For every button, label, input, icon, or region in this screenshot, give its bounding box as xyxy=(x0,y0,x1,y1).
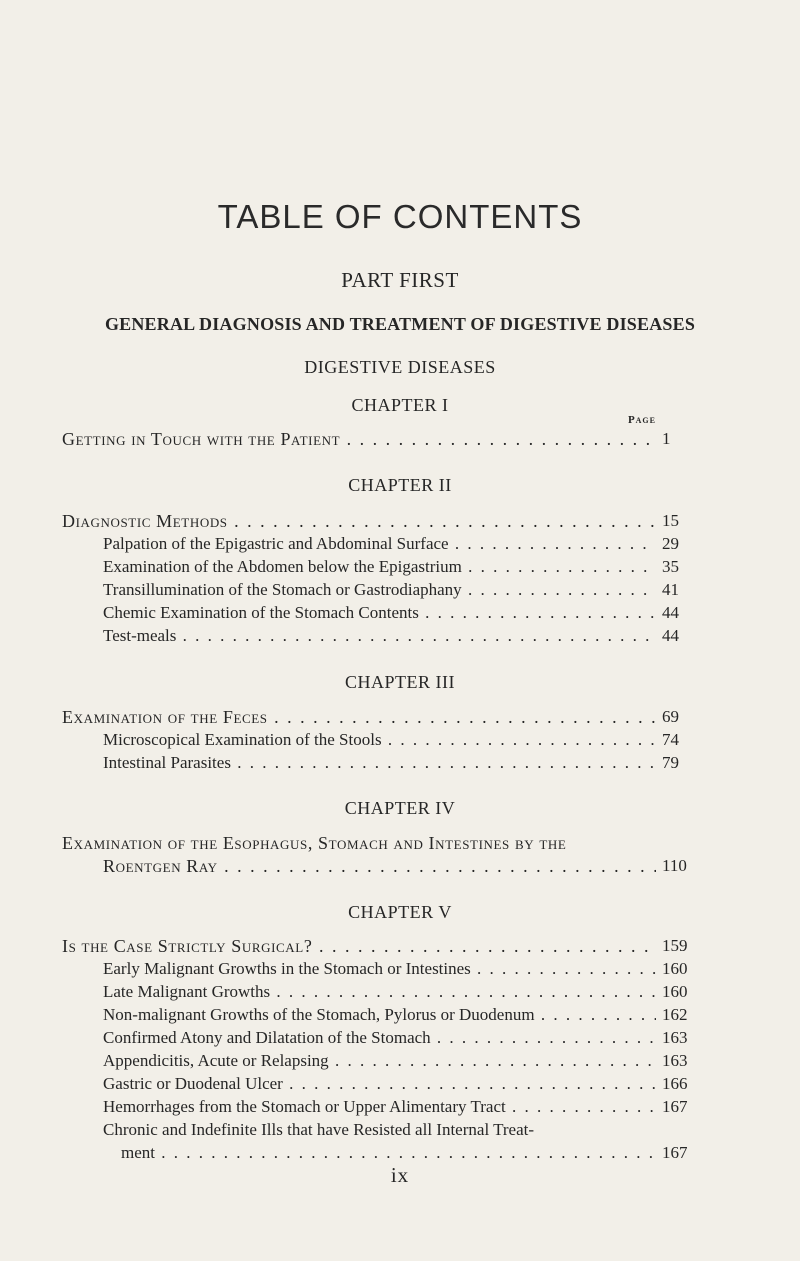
page-number: 166 xyxy=(662,1074,688,1093)
page-title: TABLE OF CONTENTS xyxy=(217,198,583,235)
toc-subentry[interactable]: Examination of the Abdomen below the Epigastrium . . . xyxy=(103,556,656,578)
page-number: 163 xyxy=(662,1028,688,1047)
page-number: 41 xyxy=(662,580,679,599)
toc-subentry[interactable]: Palpation of the Epigastric and Abdominal Surface . . . xyxy=(103,533,656,555)
page-number: 35 xyxy=(662,557,679,576)
toc-subentry[interactable]: Test-meals . . . xyxy=(103,625,656,647)
toc-subentry[interactable]: Transillumination of the Stomach or Gastrodiaphany . . . xyxy=(103,579,656,601)
page-number: 162 xyxy=(662,1005,688,1024)
toc-entry-continuation[interactable]: Roentgen Ray . . . xyxy=(103,855,656,877)
toc-entry[interactable]: Diagnostic Methods . . . xyxy=(62,510,656,532)
toc-entry[interactable]: Getting in Touch with the Patient . . . xyxy=(62,428,656,450)
general-heading: GENERAL DIAGNOSIS AND TREATMENT OF DIGESTIVE DISEASES xyxy=(104,314,696,334)
toc-subentry[interactable]: Microscopical Examination of the Stools . . . xyxy=(103,729,656,751)
part-heading: PART FIRST xyxy=(341,268,459,292)
page-number: 74 xyxy=(662,730,679,749)
page-column-label: Page xyxy=(627,414,656,426)
toc-subentry[interactable]: Appendicitis, Acute or Relapsing . . . xyxy=(103,1050,656,1072)
toc-subentry[interactable]: Early Malignant Growths in the Stomach or Intestines . . . xyxy=(103,958,656,980)
toc-subentry[interactable]: Hemorrhages from the Stomach or Upper Alimentary Tract . . . xyxy=(103,1096,656,1118)
toc-subentry[interactable]: Chronic and Indefinite Ills that have Resisted all Internal Treat- xyxy=(103,1120,535,1139)
folio-page-number: ix xyxy=(390,1163,410,1187)
page-number: 160 xyxy=(662,959,688,978)
page-number: 163 xyxy=(662,1051,688,1070)
chapter-4-heading: CHAPTER IV xyxy=(344,798,456,818)
toc-subentry[interactable]: Late Malignant Growths . . . xyxy=(103,981,656,1003)
page-number: 160 xyxy=(662,982,688,1001)
page-number: 1 xyxy=(662,429,671,448)
page-number: 15 xyxy=(662,511,679,530)
toc-subentry[interactable]: Chemic Examination of the Stomach Contents . . . xyxy=(103,602,656,624)
chapter-5-heading: CHAPTER V xyxy=(348,902,452,922)
page-number: 44 xyxy=(662,603,679,622)
page-number: 167 xyxy=(662,1143,688,1162)
toc-entry[interactable]: Examination of the Esophagus, Stomach and Intestines by the xyxy=(62,833,567,853)
chapter-1-heading: CHAPTER I xyxy=(351,395,449,415)
page-number: 159 xyxy=(662,936,688,955)
toc-entry[interactable]: Is the Case Strictly Surgical? . . . xyxy=(62,935,656,957)
toc-subentry[interactable]: Confirmed Atony and Dilatation of the Stomach . . . xyxy=(103,1027,656,1049)
page-number: 29 xyxy=(662,534,679,553)
section-heading: DIGESTIVE DISEASES xyxy=(304,357,496,377)
page-number: 110 xyxy=(662,856,687,875)
toc-entry[interactable]: Examination of the Feces . . . xyxy=(62,706,656,728)
page-number: 167 xyxy=(662,1097,688,1116)
page-number: 44 xyxy=(662,626,679,645)
chapter-2-heading: CHAPTER II xyxy=(348,475,452,495)
toc-subentry[interactable]: Non-malignant Growths of the Stomach, Pylorus or Duodenum . . . xyxy=(103,1004,656,1026)
toc-subentry[interactable]: Intestinal Parasites . . . xyxy=(103,752,656,774)
page-number: 69 xyxy=(662,707,679,726)
toc-subentry-continuation[interactable]: ment . . . xyxy=(121,1142,656,1164)
toc-subentry[interactable]: Gastric or Duodenal Ulcer . . . xyxy=(103,1073,656,1095)
page-number: 79 xyxy=(662,753,679,772)
chapter-3-heading: CHAPTER III xyxy=(345,672,455,692)
